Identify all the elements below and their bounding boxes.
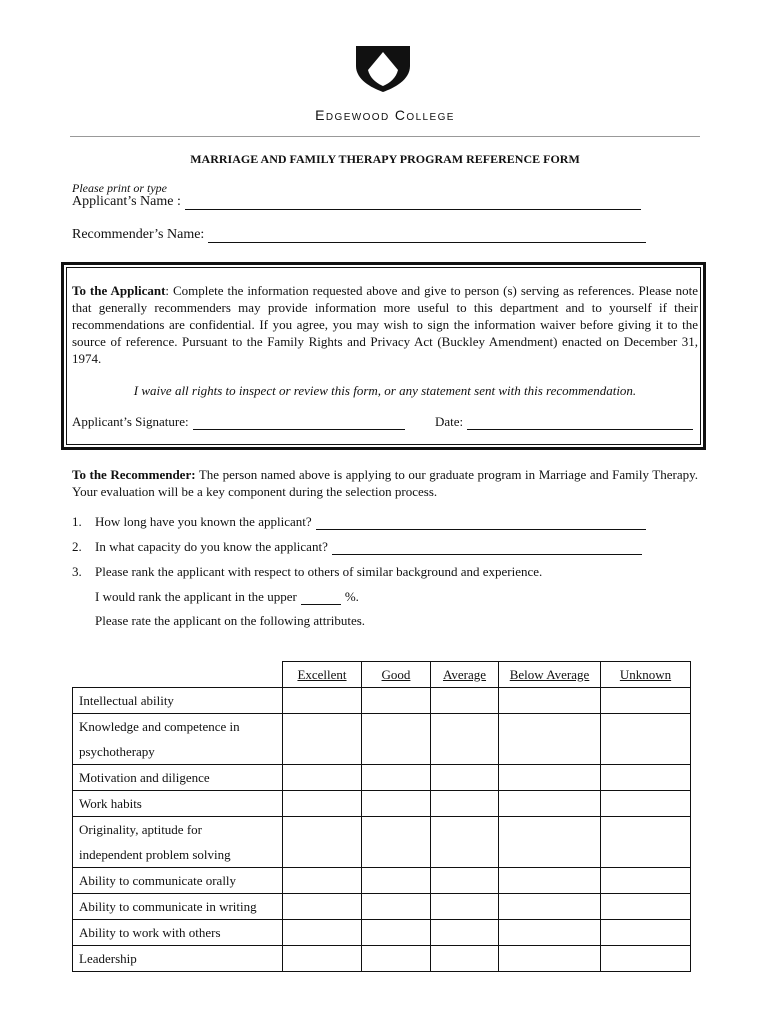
column-excellent: Excellent [283, 662, 362, 688]
rating-cell-average[interactable] [431, 894, 499, 920]
question-text: How long have you known the applicant? [95, 514, 312, 529]
question-text: Please rank the applicant with respect to others of similar background and experience. [95, 564, 543, 579]
rating-cell-excellent[interactable] [283, 791, 362, 817]
capacity-input[interactable] [332, 542, 642, 555]
header-divider [70, 136, 700, 137]
attribute-label-line: Intellectual ability [79, 693, 174, 708]
question-number: 1. [72, 514, 82, 529]
rating-cell-average[interactable] [431, 688, 499, 714]
question-text: In what capacity do you know the applicant? [95, 539, 328, 554]
rating-cell-below-average[interactable] [499, 868, 601, 894]
recommender-body: The person named above is applying to our graduate program in Marriage and Family Therapy. Your evaluation will be a key component during the selection process. [72, 467, 698, 499]
rating-cell-excellent[interactable] [283, 894, 362, 920]
rating-cell-good[interactable] [362, 688, 431, 714]
question-number: 2. [72, 539, 82, 554]
table-row [73, 920, 691, 946]
rating-cell-unknown[interactable] [601, 714, 691, 765]
signature-field [72, 414, 405, 430]
rating-cell-below-average[interactable] [499, 765, 601, 791]
attribute-label-line: Motivation and diligence [79, 770, 210, 785]
rating-cell-unknown[interactable] [601, 894, 691, 920]
rating-cell-good[interactable] [362, 946, 431, 972]
rating-cell-excellent[interactable] [283, 868, 362, 894]
rating-cell-good[interactable] [362, 791, 431, 817]
rating-cell-excellent[interactable] [283, 688, 362, 714]
rating-cell-average[interactable] [431, 714, 499, 765]
attribute-label [73, 868, 283, 894]
rating-cell-unknown[interactable] [601, 791, 691, 817]
rating-cell-below-average[interactable] [499, 688, 601, 714]
rating-cell-good[interactable] [362, 765, 431, 791]
rating-cell-below-average[interactable] [499, 791, 601, 817]
rating-cell-below-average[interactable] [499, 920, 601, 946]
applicant-body: : Complete the information requested above and give to person (s) serving as references. Please note that generally recommenders may provide information more useful to this department and to yourself if their recommendations are confidential. If you agree, you may wish to sign the information waiver before giving it to the source of reference. Pursuant to the Family Rights and Privacy Act (Buckley Amendment) enacted on December 31, 1974. [72, 283, 698, 366]
attribute-label [73, 946, 283, 972]
rating-cell-unknown[interactable] [601, 688, 691, 714]
rating-cell-good[interactable] [362, 894, 431, 920]
attribute-label [73, 920, 283, 946]
table-row [73, 868, 691, 894]
recommender-name-input[interactable] [208, 229, 646, 243]
rating-cell-excellent[interactable] [283, 920, 362, 946]
column-average: Average [431, 662, 499, 688]
attribute-label-line: Ability to communicate in writing [79, 899, 257, 914]
rank-prefix: I would rank the applicant in the upper [95, 589, 297, 604]
attribute-label-line: Work habits [79, 796, 142, 811]
rating-cell-excellent[interactable] [283, 714, 362, 765]
table-row [73, 791, 691, 817]
question-number: 3. [72, 564, 82, 579]
table-row [73, 894, 691, 920]
recommender-name-label: Recommender’s Name: [72, 227, 205, 242]
rating-table [72, 661, 691, 972]
signature-input[interactable] [193, 416, 405, 430]
rating-cell-good[interactable] [362, 868, 431, 894]
attribute-label-line: Leadership [79, 951, 137, 966]
question-2 [72, 539, 642, 555]
rating-cell-average[interactable] [431, 765, 499, 791]
table-row [73, 688, 691, 714]
signature-label: Applicant’s Signature: [72, 414, 189, 429]
attribute-label-line: Knowledge and competence in [79, 719, 240, 734]
attribute-label-line: independent problem solving [79, 847, 231, 862]
table-row [73, 946, 691, 972]
rating-cell-average[interactable] [431, 817, 499, 868]
recommender-instructions [72, 466, 698, 500]
rank-suffix: %. [344, 589, 359, 604]
rank-percent-input[interactable] [301, 592, 341, 605]
waiver-statement: I waive all rights to inspect or review this form, or any statement sent with this recommendation. [133, 383, 637, 398]
rating-cell-unknown[interactable] [601, 868, 691, 894]
college-name: Edgewood College [315, 107, 455, 123]
rating-cell-below-average[interactable] [499, 714, 601, 765]
attribute-label [73, 765, 283, 791]
question-1 [72, 514, 646, 530]
attribute-label [73, 688, 283, 714]
rating-cell-good[interactable] [362, 714, 431, 765]
rating-cell-average[interactable] [431, 946, 499, 972]
rating-cell-excellent[interactable] [283, 946, 362, 972]
rating-cell-below-average[interactable] [499, 817, 601, 868]
form-title: MARRIAGE AND FAMILY THERAPY PROGRAM REFERENCE FORM [190, 152, 580, 166]
applicant-instructions [72, 282, 698, 367]
attribute-label-line: Ability to communicate orally [79, 873, 237, 888]
rank-line [95, 589, 359, 605]
attribute-label-line: psychotherapy [79, 744, 155, 759]
column-below-average: Below Average [499, 662, 601, 688]
table-row [73, 817, 691, 868]
edgewood-shield-logo [354, 44, 412, 94]
column-unknown: Unknown [601, 662, 691, 688]
header-spacer [73, 662, 283, 688]
rate-instruction: Please rate the applicant on the following attributes. [95, 613, 366, 628]
known-duration-input[interactable] [316, 517, 646, 530]
table-row [73, 714, 691, 765]
applicant-name-field [72, 194, 641, 210]
recommender-name-field [72, 227, 646, 243]
rating-cell-below-average[interactable] [499, 894, 601, 920]
rating-cell-average[interactable] [431, 920, 499, 946]
applicant-name-input[interactable] [185, 196, 641, 210]
applicant-heading: To the Applicant [72, 283, 166, 298]
rating-cell-unknown[interactable] [601, 920, 691, 946]
date-field [435, 414, 693, 430]
rating-cell-average[interactable] [431, 868, 499, 894]
rating-cell-unknown[interactable] [601, 817, 691, 868]
rating-header-row [73, 662, 691, 688]
rating-cell-unknown[interactable] [601, 765, 691, 791]
attribute-label [73, 817, 283, 868]
attribute-label-line: Originality, aptitude for [79, 822, 202, 837]
rating-cell-below-average[interactable] [499, 946, 601, 972]
date-label: Date: [435, 414, 464, 429]
question-3 [72, 564, 542, 580]
rating-cell-good[interactable] [362, 817, 431, 868]
attribute-label [73, 791, 283, 817]
date-input[interactable] [467, 416, 693, 430]
rating-cell-excellent[interactable] [283, 817, 362, 868]
rating-cell-unknown[interactable] [601, 946, 691, 972]
rating-cell-excellent[interactable] [283, 765, 362, 791]
print-note: Please print or type [72, 181, 167, 195]
attribute-label-line: Ability to work with others [79, 925, 221, 940]
rating-cell-average[interactable] [431, 791, 499, 817]
recommender-heading: To the Recommender: [72, 467, 196, 482]
table-row [73, 765, 691, 791]
column-good: Good [362, 662, 431, 688]
attribute-label [73, 714, 283, 765]
attribute-label [73, 894, 283, 920]
applicant-name-label: Applicant’s Name : [72, 194, 181, 209]
rating-cell-good[interactable] [362, 920, 431, 946]
